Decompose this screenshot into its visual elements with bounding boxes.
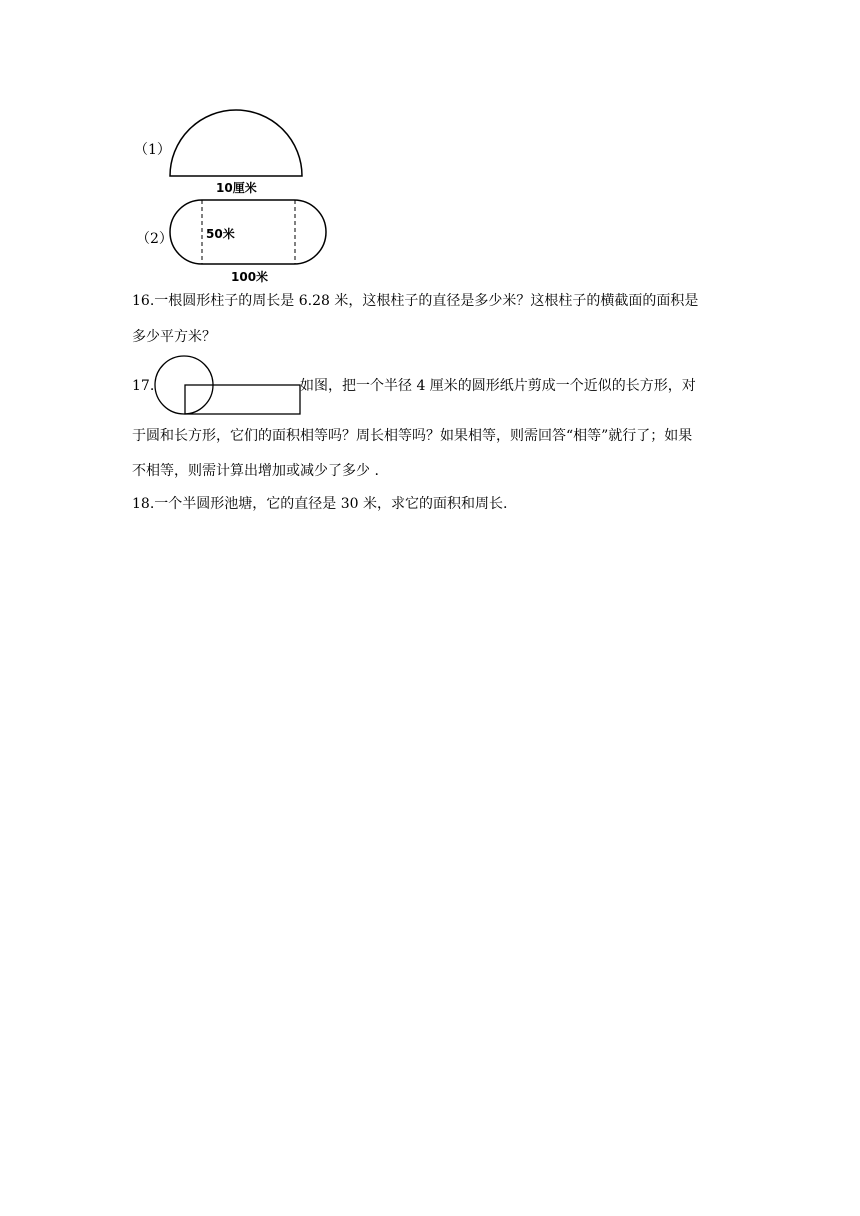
figure2-length-label: 100米 (231, 270, 269, 284)
question-16-line1: 16.一根圆形柱子的周长是 6.28 米，这根柱子的直径是多少米？这根柱子的横截面的面积是 (132, 293, 699, 309)
question-17-line3: 不相等，则需计算出增加或减少了多少 . (132, 463, 379, 479)
circle-to-rectangle-figure (155, 355, 303, 417)
figure1-label: （1） (134, 142, 171, 158)
stadium-figure (169, 199, 327, 265)
question-17-line2: 于圆和长方形，它们的面积相等吗？周长相等吗？如果相等，则需回答“相等”就行了；如果 (132, 428, 693, 444)
figure2-label: （2） (136, 231, 173, 247)
question-17-line1: 如图，把一个半径 4 厘米的圆形纸片剪成一个近似的长方形，对 (300, 378, 696, 394)
semicircle-figure (168, 108, 304, 178)
figure2-height-label: 50米 (206, 227, 235, 241)
question-18: 18.一个半圆形池塘，它的直径是 30 米，求它的面积和周长. (132, 496, 508, 512)
question-16-line2: 多少平方米？ (132, 329, 216, 345)
question-17-number: 17. (132, 378, 155, 394)
figure1-caption: 10厘米 (216, 181, 257, 195)
